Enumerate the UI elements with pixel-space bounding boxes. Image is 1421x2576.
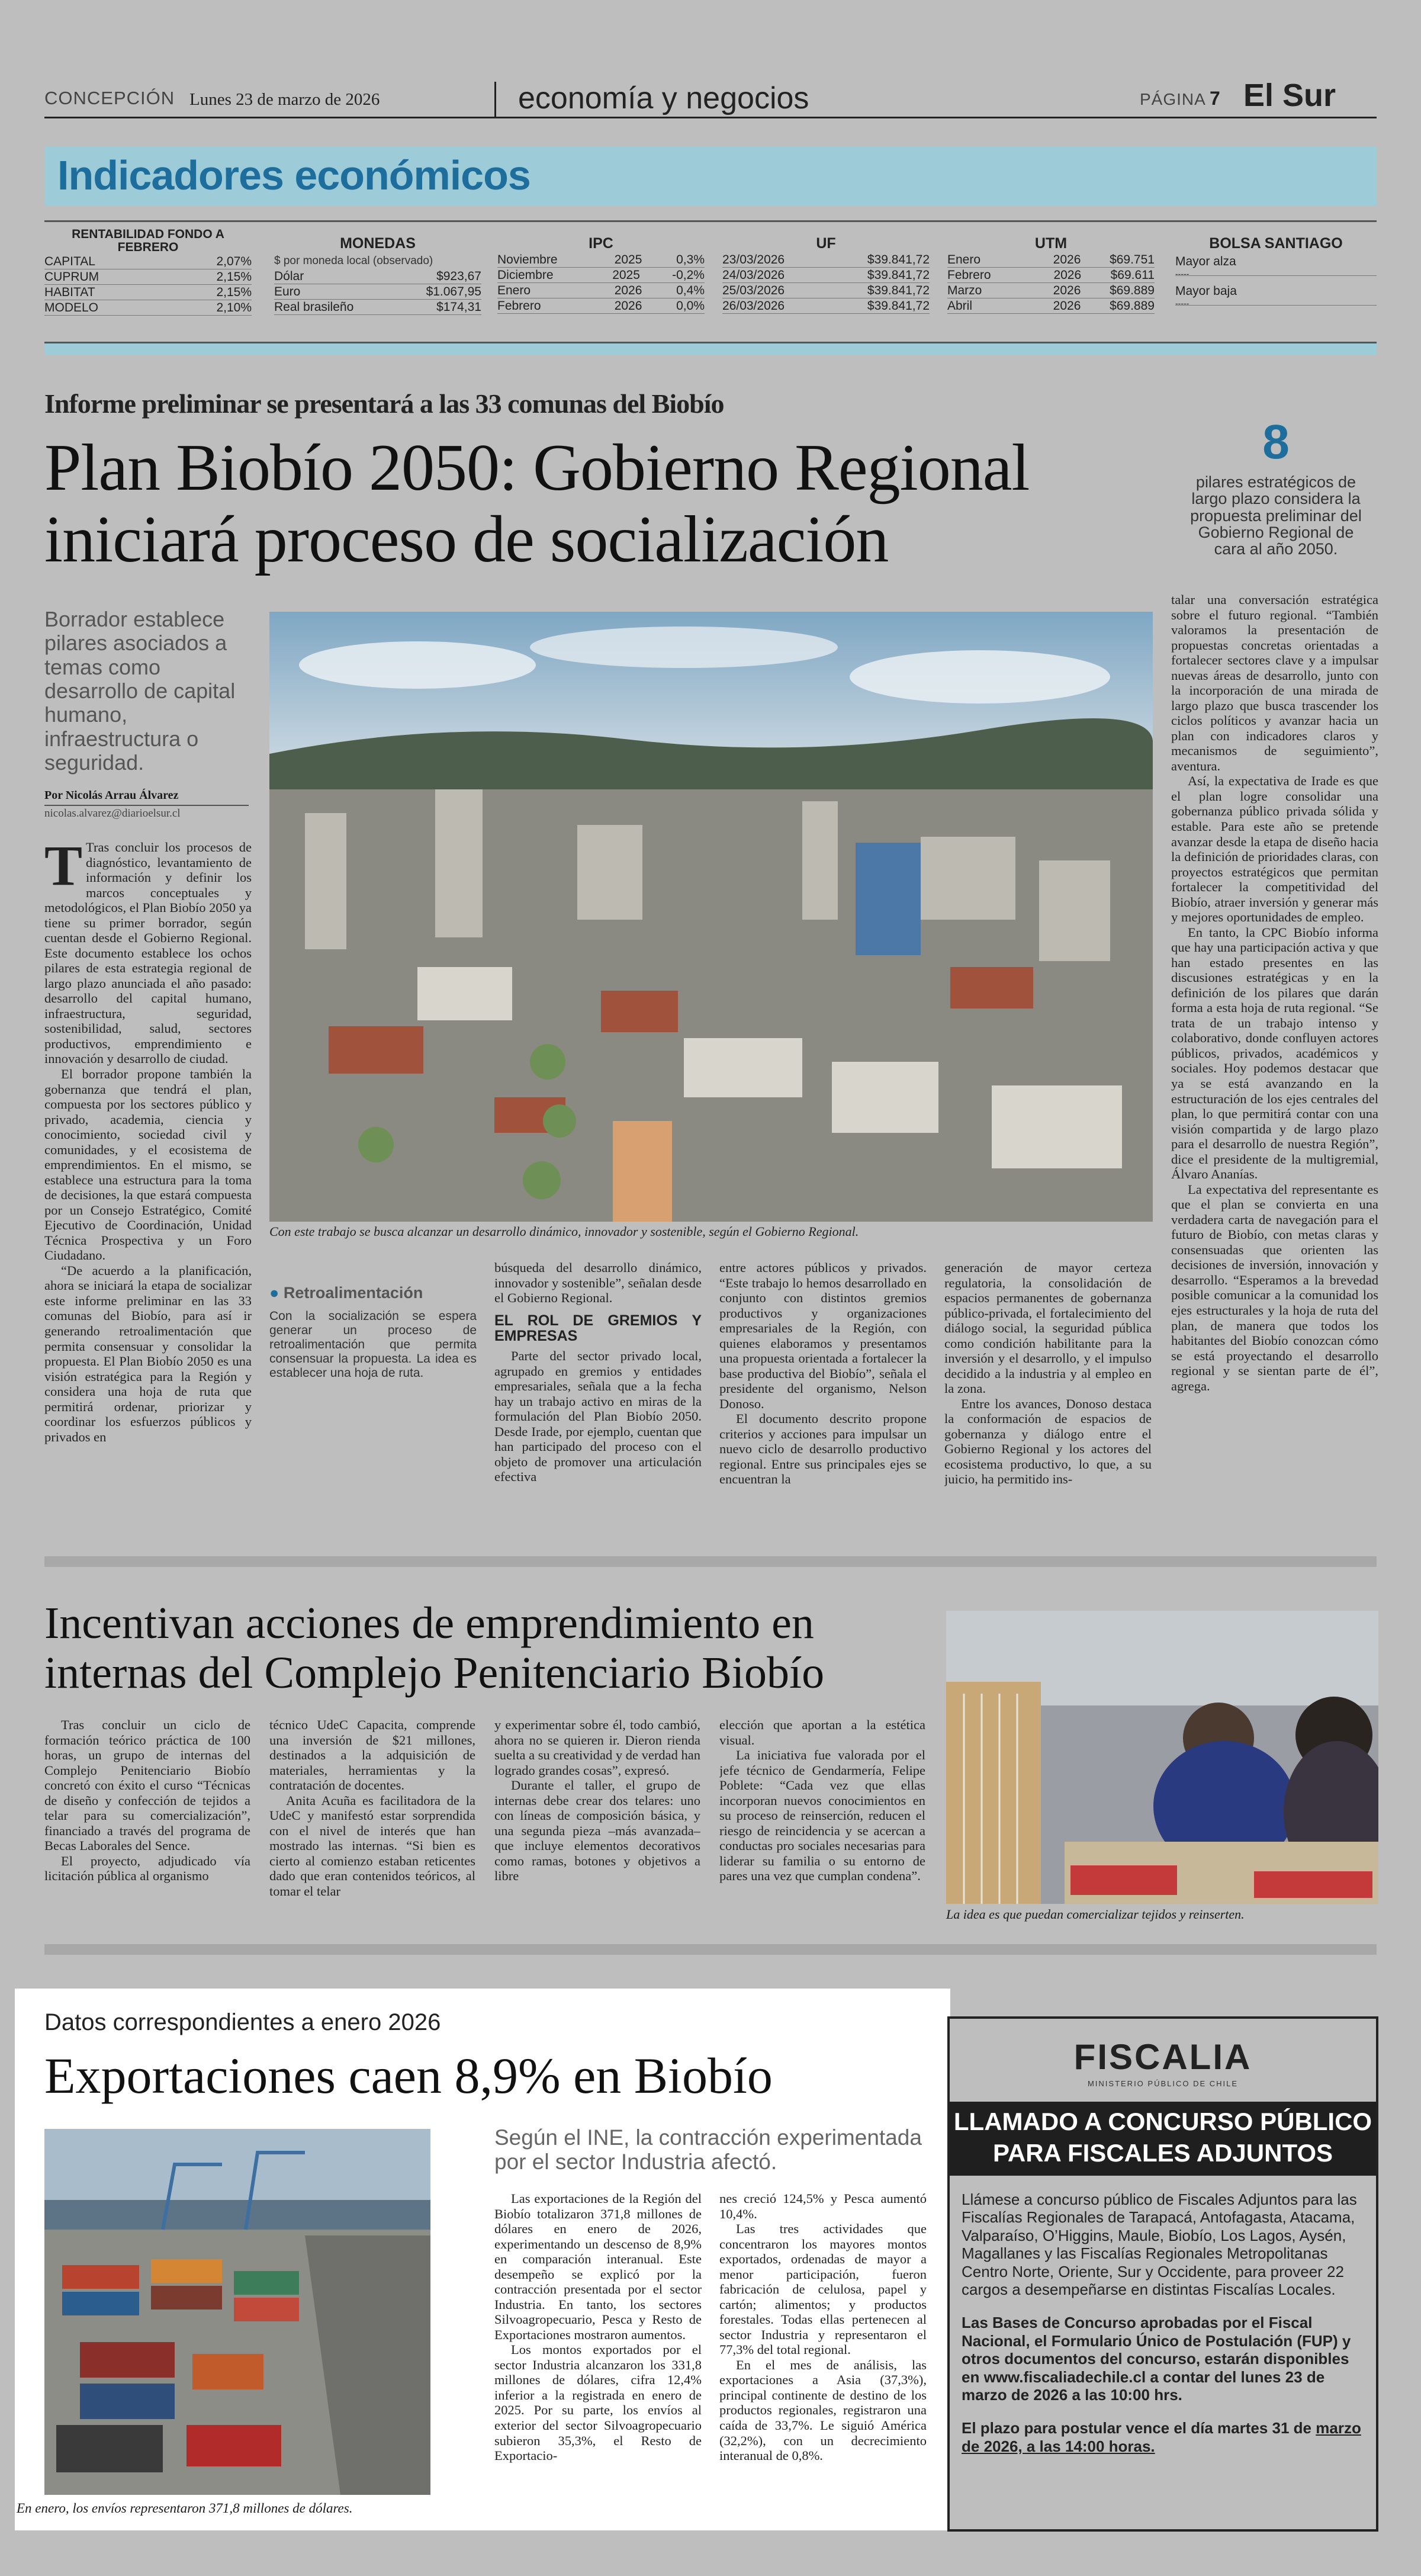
article1-column-4	[719, 1260, 927, 1515]
article3-paragraph: En el mes de análisis, las exportaciones a Asia (37,3%), principal continente de destino de los productos regionales, registraron una caída de 33,7%. Le siguió América (32,2%), con un decrecimiento interanual de 0,8%.	[719, 2357, 927, 2463]
article1-paragraph: Así, la expectativa de Irade es que el plan logre consolidar una gobernanza público privada sólida y estable. Para este año se pretende avanzar desde la etapa de diseño hacia la definición de prioridades claras, con proyectos estratégicos que permitan fortalecer la competitividad del Biobío, atraer inversión y generar más y mejores oportunidades de empleo.	[1171, 773, 1378, 925]
article1-byline: Por Nicolás Arrau Álvarez	[44, 789, 249, 806]
article2-paragraph: Tras concluir un ciclo de formación teórico práctica de 100 horas, un grupo de internas del Complejo Penitenciario Biobío concretó con éxito el curso “Técnicas de diseño y confección de tejidos a telar para su comercialización”, financiado a través del programa de Becas Laborales del Sence.	[44, 1717, 250, 1854]
fondos-header: RENTABILIDAD FONDO A FEBRERO	[72, 227, 224, 255]
article2-column-2	[269, 1717, 475, 1901]
table-row: Febrero 2026 $69.611	[947, 268, 1155, 282]
article2-paragraph: técnico UdeC Capacita, comprende una inversión de $21 millones, destinados a la adquisición de materiales, herramientas y la contratación de docentes.	[269, 1717, 475, 1793]
article1-paragraph: Entre los avances, Donoso destaca la conformación de espacios de gobernanza y diálogo entre el Gobierno Regional y los actores del ecosistema productivo, lo que, a su juicio, ha permitido ins-	[944, 1396, 1152, 1487]
fiscalia-logo-subtitle: MINISTERIO PÚBLICO DE CHILE	[1087, 2079, 1239, 2088]
table-row: Mayor alza -----	[1175, 252, 1377, 276]
table-row: CAPITAL 2,07%	[44, 255, 252, 269]
article3-photo-port	[44, 2129, 430, 2495]
article1-deck: Borrador establece pilares asociados a temas como desarrollo de capital humano, infraestructura o seguridad.	[44, 607, 236, 775]
article2-column-1	[44, 1717, 250, 1901]
fondos-rows	[44, 254, 252, 316]
table-row: Mayor baja -----	[1175, 282, 1377, 306]
article1-paragraph: En tanto, la CPC Biobío informa que hay una participación activa y que han estado presentes en las discusiones estratégicas y en la definición de los pilares que darán forma a esta hoja de ruta regional. “Se trata de un trabajo intenso y colaborativo, donde confluyen actores públicos, privados, académicos y sociales. Hoy podemos destacar que ya se está avanzando en la estructuración de los ejes centrales del plan, lo que permitirá contar con una visión compartida y de largo plazo para el desarrollo de nuestra Región”, dice el presidente de la multigremial, Álvaro Ananías.	[1171, 924, 1378, 1182]
article2-column-3	[494, 1717, 700, 1901]
fiscalia-logo: FISCALIA	[1073, 2037, 1252, 2077]
article2-paragraph: elección que aportan a la estética visual.	[719, 1717, 925, 1748]
monedas-subheader: $ por moneda local (observado)	[274, 255, 433, 267]
ipc-header: IPC	[589, 235, 613, 252]
ad-paragraph: Llámese a concurso público de Fiscales Adjuntos para las Fiscalías Regionales de Tarapacá, Antofagasta, Atacama, Valparaíso, O’Higgins, Maule, Biobío, Los Lagos, Aysén, Magallanes y las Fiscalías Regionales Metropolitanas Centro Norte, Oriente, Sur y Occidente, para proveer 22 cargos a desempeñarse en distintas Fiscalías Locales.	[962, 2190, 1357, 2299]
bolsa-column	[1175, 222, 1377, 341]
article2-column-4	[719, 1717, 925, 1901]
article1-column-1	[44, 840, 252, 1527]
ad-deadline: El plazo para postular vence el día martes 31 de marzo de 2026, a las 14:00 horas.	[962, 2419, 1361, 2455]
section-title: economía y negocios	[518, 81, 809, 115]
uf-header: UF	[816, 235, 836, 252]
table-row: 23/03/2026 $39.841,72	[722, 253, 930, 266]
page-number: 7	[1210, 88, 1220, 109]
article1-kicker: Informe preliminar se presentará a las 33 comunas del Biobío	[44, 388, 724, 419]
table-row: Enero 2026 0,4%	[497, 284, 705, 297]
article2-headline: Incentivan acciones de emprendimiento en internas del Complejo Penitenciario Biobío	[44, 1598, 825, 1698]
article1-paragraph: “De acuerdo a la planificación, ahora se iniciará la etapa de socializar este informe preliminar en las 33 comunas del Biobío, para así ir generando retroalimentación que permita consensuar y consolidar la propuesta. El Plan Biobío 2050 es una visión estratégica para la Región y considera una hoja de ruta que permitirá ordenar, priorizar y coordinar los esfuerzos públicos y privados en	[44, 1263, 252, 1444]
ipc-column	[497, 222, 705, 341]
retro-heading: ● Retroalimentación	[269, 1284, 423, 1302]
article1-paragraph: El documento descrito propone criterios y acciones para impulsar un nuevo ciclo de desarrollo productivo regional. Entre sus principales ejes se encuentran la	[719, 1411, 927, 1487]
article1-paragraph: talar una conversación estratégica sobre el futuro regional. “También valoramos la presentación de propuestas concretas orientadas a fortalecer sectores clave y a impulsar nuevas áreas de desarrollo, junto con la incorporación de una mirada de largo plazo que busca trascender los ciclos políticos y avanzar hacia un plan con indicadores claros y mecanismos de seguimiento”, aventura.	[1171, 592, 1378, 773]
section-divider	[44, 1944, 1377, 1955]
article1-paragraph: generación de mayor certeza regulatoria, la consolidación de espacios permanentes de gobernanza público-privada, el fortalecimiento del diálogo social, la seguridad pública como condición habilitante para la inversión y el desarrollo, y el impulso decidido a la industria y al empleo en la zona.	[944, 1260, 1152, 1396]
article2-paragraph: La iniciativa fue valorada por el jefe técnico de Gendarmería, Felipe Poblete: “Cada vez que ellas incorporan nuevos conocimientos en su proceso de reinserción, reducen el riesgo de reincidencia y se acercan a conductas pro sociales necesarias para liderar su familia o su entorno de pares una vez que cumplan condena”.	[719, 1748, 925, 1884]
bolsa-header: BOLSA SANTIAGO	[1209, 235, 1343, 252]
ad-headline-band	[950, 2102, 1376, 2176]
article1-column-5	[944, 1260, 1152, 1515]
drop-cap: T	[44, 840, 83, 897]
table-row: Noviembre 2025 0,3%	[497, 253, 705, 266]
indicators-title: Indicadores económicos	[57, 152, 531, 198]
table-row: MODELO 2,10%	[44, 301, 252, 315]
section-divider	[44, 1556, 1377, 1567]
article2-paragraph: Anita Acuña es facilitadora de la UdeC y manifestó estar sorprendida con el nivel de interés que han mostrado las internas. “Si bien es cierto al comienzo estaban reticentes dado que eran contenidos teóricos, al tomar el telar	[269, 1793, 475, 1899]
fondos-column	[44, 222, 252, 341]
table-row: 26/03/2026 $39.841,72	[722, 299, 930, 313]
table-row: Marzo 2026 $69.889	[947, 284, 1155, 297]
article3-headline: Exportaciones caen 8,9% en Biobío	[44, 2047, 773, 2104]
article1-paragraph: El borrador propone también la gobernanza que tendrá el plan, compuesta por los sectores público y privado, academia, ciencia y conocimiento, sociedad civil y comunidades, y el ecosistema de emprendimientos. En el mismo, se establece una estructura para la toma de decisiones, la que estará compuesta por un Consejo Estratégico, Comité Ejecutivo de Coordinación, Unidad Técnica Prospectiva y un Foro Ciudadano.	[44, 1066, 252, 1263]
table-row: Real brasileño $174,31	[274, 300, 481, 314]
article1-column-3	[494, 1260, 702, 1515]
article1-column-6	[1171, 592, 1378, 1516]
ad-body	[962, 2190, 1364, 2471]
table-row: CUPRUM 2,15%	[44, 270, 252, 284]
article1-paragraph: Parte del sector privado local, agrupado en gremios y entidades empresariales, señala que a la fecha hay un trabajo activo en miras de la formulación del Plan Biobío 2050. Desde Irade, por ejemplo, cuentan que han participado del proceso con el objeto de promover una articulación efectiva	[494, 1348, 702, 1485]
table-row: 24/03/2026 $39.841,72	[722, 268, 930, 282]
article3-paragraph: nes creció 124,5% y Pesca aumentó 10,4%.	[719, 2191, 927, 2221]
retro-body: Con la socialización se espera generar un proceso de retroalimentación que permita consensuar la propuesta. La idea es establecer una hoja de ruta.	[269, 1309, 477, 1380]
page-label: PÁGINA	[1140, 90, 1206, 108]
article3-paragraph: Las tres actividades que concentraron los mayores montos exportados, ordenadas de mayor a menor participación, fueron fabricación de celulosa, papel y cartón; alimentos; y productos forestales. Todas ellas pertenecen al sector Industria y representaron el 77,3% del total regional.	[719, 2221, 927, 2357]
masthead-divider	[494, 82, 496, 117]
article3-kicker: Datos correspondientes a enero 2026	[44, 2009, 441, 2035]
newspaper-logo: El Sur	[1243, 78, 1336, 113]
article2-paragraph: y experimentar sobre él, todo cambió, ahora no se quieren ir. Dieron rienda suelta a su creatividad y de verdad han logrado grandes cosas”, expresó.	[494, 1717, 700, 1778]
article1-paragraph: La expectativa del representante es que el plan se convierta en una verdadera carta de navegación para el futuro de Biobío, con metas claras y consensuadas que orienten las decisiones de inversión, innovación y desarrollo. “Esperamos a la brevedad posible comunicar a la comunidad los ejes estructurales y la hoja de ruta del plan, de manera que todos los habitantes del Biobío conozcan cómo se está proyectando el desarrollo regional y se sientan parte de él”, agrega.	[1171, 1181, 1378, 1393]
weaving-image	[946, 1611, 1378, 1904]
article2-photo-weaving	[946, 1611, 1378, 1904]
table-row: Dólar $923,67	[274, 269, 481, 283]
article1-paragraph: entre actores públicos y privados. “Este trabajo lo hemos desarrollado en conjunto con distintos gremios productivos y organizaciones empresariales de la Región, con quienes elaboramos y presentamos una propuesta orientada a fortalecer la base productiva del Biobío”, señala el presidente del organismo, Nelson Donoso.	[719, 1260, 927, 1411]
article1-subhead: EL ROL DE GREMIOS Y EMPRESAS	[494, 1312, 702, 1344]
indicators-bottom-band	[44, 343, 1377, 355]
article1-photo-city	[269, 612, 1153, 1222]
masthead-date: Lunes 23 de marzo de 2026	[189, 90, 380, 109]
indicators-banner	[44, 147, 1377, 206]
fiscalia-advertisement	[947, 2016, 1378, 2532]
article1-paragraph: búsqueda del desarrollo dinámico, innovador y sostenible”, señalan desde el Gobierno Regional.	[494, 1260, 702, 1306]
article1-column-2	[269, 1260, 477, 1515]
table-row: Abril 2026 $69.889	[947, 299, 1155, 313]
utm-column	[947, 222, 1155, 341]
masthead	[44, 78, 1377, 118]
article1-highlight-text: pilares estratégicos de largo plazo considera la propuesta preliminar del Gobierno Regional de cara al año 2050.	[1190, 473, 1362, 558]
port-containers-image	[44, 2129, 430, 2495]
table-row: Diciembre 2025 -0,2%	[497, 268, 705, 282]
article1-headline: Plan Biobío 2050: Gobierno Regional iniciará proceso de socialización	[44, 431, 1030, 576]
article1-highlight-number: 8	[1262, 415, 1290, 469]
article2-paragraph: Durante el taller, el grupo de internas debe crear dos telares: uno con líneas de composición básica, y una segunda pieza –más avanzada– que incluye elementos decorativos como ramas, botones y objetivos a libre	[494, 1778, 700, 1884]
retro-sidebar	[269, 1284, 477, 1380]
article3-column-1	[494, 2191, 702, 2523]
table-row: 25/03/2026 $39.841,72	[722, 284, 930, 297]
article3-photo-caption: En enero, los envíos representaron 371,8 millones de dólares.	[17, 2501, 353, 2516]
article1-paragraph: T Tras concluir los procesos de diagnóstico, levantamiento de información y definir los marcos conceptuales y metodológicos, el Plan Biobío 2050 ya tiene su primer borrador, según cuentan desde el Gobierno Regional. Este documento establece los ochos pilares de esta estrategia regional de largo plazo anunciada el año pasado: desarrollo del capital humano, infraestructura, seguridad, sostenibilidad, salud, sectores productivos, emprendimiento e innovación y desarrollo de ciudad.	[44, 840, 252, 1067]
article3-paragraph: Los montos exportados por el sector Industria alcanzaron los 331,8 millones de dólares, cifra 12,4% inferior a la registrada en enero de 2025. Por su parte, los envíos al exterior del sector Silvoagropecuario subieron 35,3%, el Resto de Exportacio-	[494, 2342, 702, 2463]
ad-headline: LLAMADO A CONCURSO PÚBLICO PARA FISCALES ADJUNTOS	[953, 2108, 1372, 2167]
masthead-city: CONCEPCIÓN	[44, 88, 175, 108]
table-row: HABITAT 2,15%	[44, 285, 252, 300]
article2-photo-caption: La idea es que puedan comercializar tejidos y reinserten.	[946, 1907, 1245, 1922]
article1-photo-caption: Con este trabajo se busca alcanzar un desarrollo dinámico, innovador y sostenible, según el Gobierno Regional.	[269, 1224, 859, 1239]
article2-paragraph: El proyecto, adjudicado vía licitación pública al organismo	[44, 1853, 250, 1884]
article3-deck: Según el INE, la contracción experimentada por el sector Industria afectó.	[494, 2125, 922, 2174]
bullet-icon: ●	[269, 1284, 279, 1302]
article1-email: nicolas.alvarez@diarioelsur.cl	[44, 807, 181, 820]
table-row: Euro $1.067,95	[274, 285, 481, 298]
uf-column	[722, 222, 930, 341]
table-row: Enero 2026 $69.751	[947, 253, 1155, 266]
monedas-column	[274, 222, 481, 341]
city-aerial-image	[269, 612, 1153, 1222]
monedas-header: MONEDAS	[340, 235, 416, 252]
indicators-table	[44, 220, 1377, 343]
ad-paragraph: Las Bases de Concurso aprobadas por el Fiscal Nacional, el Formulario Único de Postulación (FUP) y otros documentos del concurso, estarán disponibles en www.fiscaliadechile.cl a contar del lunes 23 de marzo de 2026 a las 10:00 hrs.	[962, 2314, 1351, 2404]
utm-header: UTM	[1034, 235, 1068, 252]
article3-column-2	[719, 2191, 927, 2523]
article3-paragraph: Las exportaciones de la Región del Biobío totalizaron 371,8 millones de dólares en enero de 2026, experimentando un descenso de 8,9% en comparación interanual. Este desempeño se explicó por la contracción presentada por el sector Industria. En tanto, los sectores Silvoagropecuario, Pesca y Resto de Exportaciones mostraron aumentos.	[494, 2191, 702, 2342]
table-row: Febrero 2026 0,0%	[497, 299, 705, 313]
